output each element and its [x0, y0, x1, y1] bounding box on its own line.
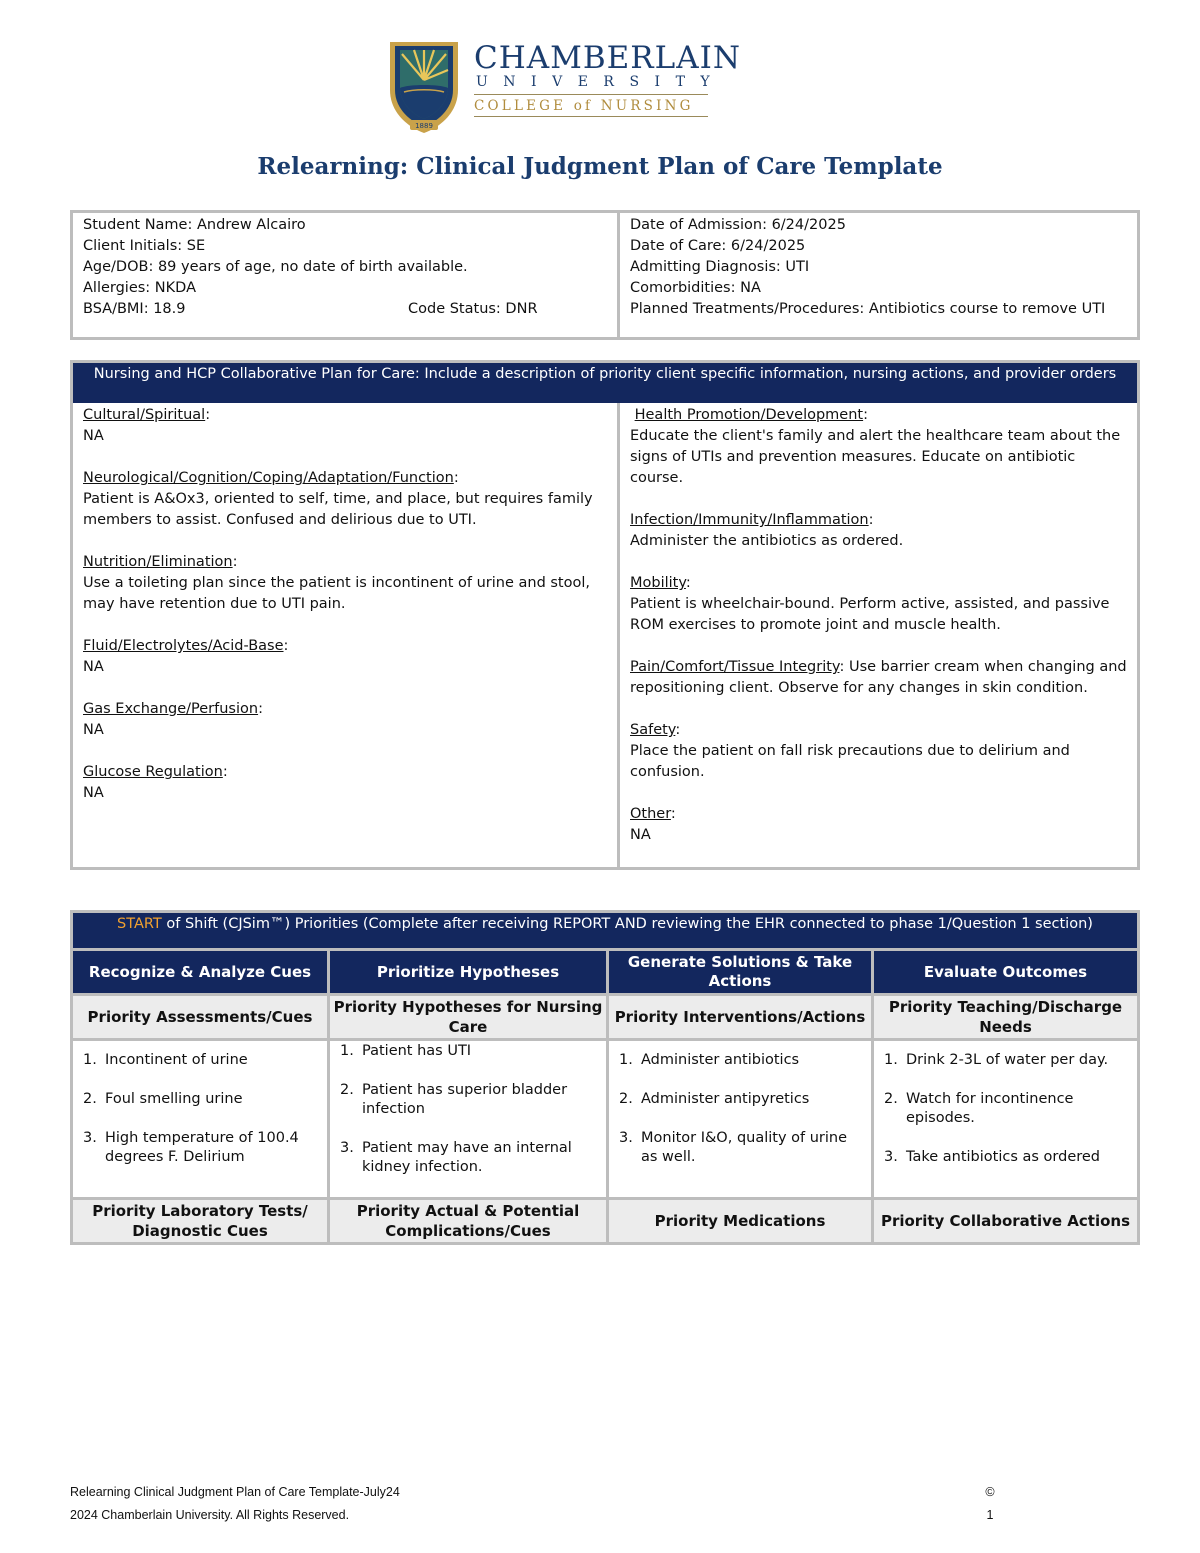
- interventions-list: [609, 1041, 874, 1197]
- logo-university: UNIVERSITY: [476, 74, 726, 90]
- plan-section: Neurological/Cognition/Coping/Adaptation/Function:: [83, 470, 459, 486]
- plan-section: Infection/Immunity/Inflammation:: [630, 512, 874, 528]
- list-item: 1. Patient has UTI: [340, 1043, 472, 1059]
- page-number: 1: [986, 1508, 994, 1522]
- plan-section: Nutrition/Elimination:: [83, 554, 238, 570]
- assessments-list: [73, 1041, 330, 1197]
- list-item: 1. Administer antibiotics: [619, 1052, 800, 1068]
- plan-section-text: Patient is wheelchair-bound. Perform active, assisted, and passive ROM exercises to promote joint and muscle health.: [630, 596, 1110, 633]
- plan-section: Mobility:: [630, 575, 691, 591]
- comorbidities: Comorbidities: NA: [630, 280, 761, 296]
- bottom-subheader: Priority Medications: [609, 1200, 874, 1242]
- logo-name: CHAMBERLAIN: [474, 40, 741, 76]
- plan-section: Fluid/Electrolytes/Acid-Base:: [83, 638, 289, 654]
- plan-section-text: NA: [83, 659, 104, 675]
- footer-right: [983, 1481, 997, 1527]
- plan-section: Glucose Regulation:: [83, 764, 228, 780]
- plan-section-text: Patient is A&Ox3, oriented to self, time, and place, but requires family members to assist. Confused and delirious due to UTI.: [83, 491, 593, 528]
- bottom-subheader: Priority Actual & Potential Complications/Cues: [330, 1200, 609, 1242]
- age-dob: Age/DOB: 89 years of age, no date of birth available.: [83, 259, 468, 275]
- teaching-list: [874, 1041, 1137, 1197]
- plan-header: Nursing and HCP Collaborative Plan for Care: Include a description of priority client specific information, nursing actions, and provider orders: [73, 363, 1137, 403]
- bottom-subheader: Priority Collaborative Actions: [874, 1200, 1137, 1242]
- shift-priorities-header: START of Shift (CJSim™) Priorities (Complete after receiving REPORT AND reviewing the EHR connected to phase 1/Question 1 section): [73, 913, 1137, 951]
- list-item: 1. Drink 2-3L of water per day.: [884, 1052, 1109, 1068]
- plan-section: Other:: [630, 806, 676, 822]
- planned-treatments: Planned Treatments/Procedures: Antibiotics course to remove UTI: [630, 301, 1106, 317]
- list-item: 2. Patient has superior bladder infection: [340, 1082, 568, 1117]
- footer-rights: 2024 Chamberlain University. All Rights Reserved.: [70, 1508, 350, 1522]
- plan-left-column: [73, 403, 620, 867]
- page-title: Relearning: Clinical Judgment Plan of Care Template: [257, 153, 943, 180]
- plan-section: Gas Exchange/Perfusion:: [83, 701, 263, 717]
- column-subheader: Priority Interventions/Actions: [609, 996, 874, 1038]
- column-header: Prioritize Hypotheses: [330, 951, 609, 993]
- client-initials: Client Initials: SE: [83, 238, 206, 254]
- plan-of-care-table: [70, 360, 1140, 870]
- client-info-table: [70, 210, 1140, 340]
- plan-section-text: NA: [83, 428, 104, 444]
- column-subheader: Priority Teaching/Discharge Needs: [874, 996, 1137, 1038]
- list-item: 3. Monitor I&O, quality of urine as well.: [619, 1130, 848, 1165]
- client-info-left: [73, 213, 620, 337]
- logo-rule-bottom: [474, 116, 708, 117]
- plan-right-column: [620, 403, 1137, 867]
- student-name: Student Name: Andrew Alcairo: [83, 217, 306, 233]
- column-header: Recognize & Analyze Cues: [73, 951, 330, 993]
- plan-section-text: NA: [630, 827, 651, 843]
- column-header: Evaluate Outcomes: [874, 951, 1137, 993]
- plan-section-text: Administer the antibiotics as ordered.: [630, 533, 904, 549]
- logo-rule: [474, 94, 708, 95]
- bsa-bmi: BSA/BMI: 18.9: [83, 301, 186, 317]
- hypotheses-list: [330, 1041, 609, 1197]
- clinical-judgment-table: [70, 910, 1140, 1245]
- list-item: 3. Take antibiotics as ordered: [884, 1149, 1101, 1165]
- list-item: 1. Incontinent of urine: [83, 1052, 248, 1068]
- plan-section: Health Promotion/Development:: [634, 407, 868, 423]
- plan-section-text: Use a toileting plan since the patient is incontinent of urine and stool, may have retention due to UTI pain.: [83, 575, 590, 612]
- list-item: 2. Administer antipyretics: [619, 1091, 810, 1107]
- plan-section-text: Place the patient on fall risk precautions due to delirium and confusion.: [630, 743, 1070, 780]
- admitting-diagnosis: Admitting Diagnosis: UTI: [630, 259, 810, 275]
- copyright-symbol: ©: [985, 1485, 995, 1499]
- plan-section-text: NA: [83, 722, 104, 738]
- allergies: Allergies: NKDA: [83, 280, 196, 296]
- list-item: 2. Foul smelling urine: [83, 1091, 243, 1107]
- date-of-care: Date of Care: 6/24/2025: [630, 238, 806, 254]
- logo-year: 1889: [415, 122, 433, 130]
- logo-college: COLLEGE of NURSING: [474, 98, 694, 114]
- list-item: 2. Watch for incontinence episodes.: [884, 1091, 1074, 1126]
- date-of-admission: Date of Admission: 6/24/2025: [630, 217, 846, 233]
- client-info-right: [620, 213, 1137, 337]
- column-subheader: Priority Hypotheses for Nursing Care: [330, 996, 609, 1038]
- plan-section: Cultural/Spiritual:: [83, 407, 211, 423]
- column-header: Generate Solutions & Take Actions: [609, 951, 874, 993]
- footer: [70, 1481, 400, 1527]
- plan-section-text: NA: [83, 785, 104, 801]
- bottom-subheader: Priority Laboratory Tests/ Diagnostic Cues: [73, 1200, 330, 1242]
- column-subheader: Priority Assessments/Cues: [73, 996, 330, 1038]
- chamberlain-logo: [388, 40, 741, 136]
- list-item: 3. High temperature of 100.4 degrees F. Delirium: [83, 1130, 299, 1165]
- footer-template-name: Relearning Clinical Judgment Plan of Care Template-July24: [70, 1485, 400, 1499]
- plan-section-text: Educate the client's family and alert the healthcare team about the signs of UTIs and prevention measures. Educate on antibiotic course.: [630, 428, 1121, 486]
- code-status: Code Status: DNR: [408, 301, 538, 317]
- plan-section: Pain/Comfort/Tissue Integrity: Use barrier cream when changing and repositioning client. Observe for any changes in skin condition.: [630, 659, 1127, 696]
- list-item: 3. Patient may have an internal kidney infection.: [340, 1140, 572, 1175]
- plan-section: Safety:: [630, 722, 681, 738]
- shield-icon: [388, 40, 460, 134]
